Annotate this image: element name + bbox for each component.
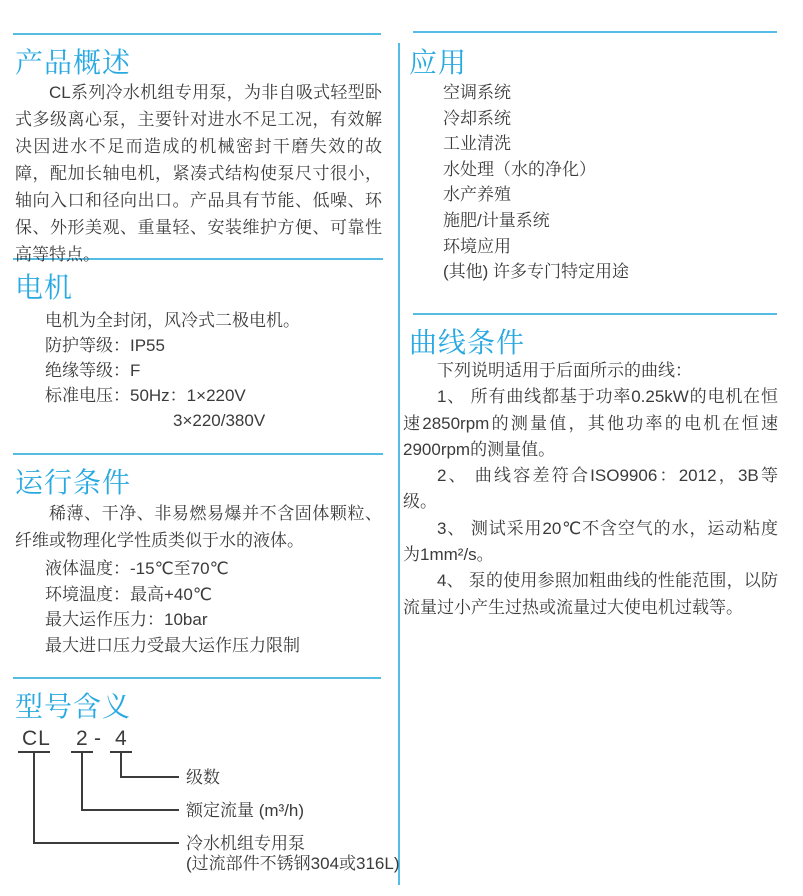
model-code-series: CL (22, 727, 51, 750)
application-item-aquaculture: 水产养殖 (443, 185, 511, 205)
condition-ambient-temp: 环境温度：最高+40℃ (45, 584, 212, 604)
application-item-hvac: 空调系统 (443, 83, 511, 102)
applications-list (443, 80, 629, 285)
application-item-industrial-cleaning: 工业清洗 (443, 134, 511, 154)
separator-line-overview (13, 33, 381, 35)
motor-spec-voltage: 标准电压：50Hz：1×220V (45, 386, 246, 405)
operating-section-title: 运行条件 (15, 467, 132, 498)
connector-vertical-stages (120, 751, 122, 777)
connector-horizontal-flow (81, 809, 179, 811)
model-code-dash: - (94, 727, 102, 750)
operating-paragraph: 稀薄、干净、非易燃易爆并不含固体颗粒、纤维或物理化学性质类似于水的液体。 (15, 504, 382, 550)
motor-section-title: 电机 (15, 272, 74, 303)
connector-vertical-flow (81, 751, 83, 810)
overview-paragraph: CL系列冷水机组专用泵，为非自吸式轻型卧式多级离心泵，主要针对进水不足工况，有效解决因进水不足而造成的机械密封干磨失效的故障，配加长轴电机，紧凑式结构使泵尺寸很小，轴向入口和径向出口。产品具有节能、低噪、环保、外形美观、重量轻、安装维护方便、可靠性高等特点。 (15, 83, 382, 264)
model-label-series-material: (过流部件不锈钢304或316L) (186, 854, 400, 873)
curve-note-2: 2、 曲线容差符合ISO9906：2012，3B等级。 (403, 466, 778, 512)
model-label-flow: 额定流量 (m³/h) (186, 801, 305, 820)
curve-note-1: 1、 所有曲线都基于功率0.25kW的电机在恒速2850rpm的测量值，其他功率的电机在恒速2900rpm的测量值。 (403, 387, 778, 459)
applications-section-title: 应用 (409, 47, 468, 78)
curve-section-title: 曲线条件 (409, 327, 526, 358)
model-section-title: 型号含义 (15, 691, 132, 722)
curve-conditions-block (403, 358, 778, 621)
condition-max-pressure: 最大运作压力：10bar (45, 610, 208, 629)
application-item-environment: 环境应用 (443, 236, 511, 256)
curve-note-3: 3、 测试采用20℃不含空气的水，运动粘度为1mm²/s。 (403, 518, 778, 565)
motor-spec-protection: 防护等级：IP55 (45, 336, 165, 355)
connector-horizontal-series (33, 842, 179, 844)
separator-line-operating (13, 453, 383, 455)
overview-section-title: 产品概述 (15, 47, 132, 78)
column-divider (398, 43, 400, 885)
model-code-stages: 4 (115, 727, 128, 750)
condition-liquid-temp: 液体温度：-15℃至70℃ (45, 559, 229, 578)
condition-inlet-pressure: 最大进口压力受最大运作压力限制 (45, 635, 300, 655)
separator-line-applications (413, 31, 777, 33)
separator-line-curve (413, 313, 777, 315)
operating-conditions-list (45, 556, 300, 658)
curve-note-4: 4、 泵的使用参照加粗曲线的性能范围，以防流量过小产生过热或流量过大使电机过载等。 (403, 571, 778, 617)
application-item-fertilization: 施肥/计量系统 (443, 210, 550, 230)
connector-vertical-series (33, 751, 35, 843)
application-item-water-treatment: 水处理（水的净化） (443, 159, 596, 179)
model-label-series-name: 冷水机组专用泵 (186, 834, 305, 853)
connector-horizontal-stages (120, 776, 179, 778)
motor-spec-insulation: 绝缘等级：F (45, 361, 141, 380)
motor-intro: 电机为全封闭，风冷式二极电机。 (45, 311, 300, 330)
model-label-series (186, 834, 400, 874)
application-item-cooling: 冷却系统 (443, 108, 511, 128)
application-item-other: (其他) 许多专门特定用途 (443, 262, 630, 282)
model-code-flow: 2 (76, 727, 89, 750)
curve-intro: 下列说明适用于后面所示的曲线： (437, 361, 692, 380)
motor-spec-block (45, 308, 300, 433)
model-label-stages: 级数 (186, 768, 220, 787)
separator-line-model (13, 677, 381, 679)
motor-spec-voltage-extra: 3×220/380V (173, 411, 266, 430)
